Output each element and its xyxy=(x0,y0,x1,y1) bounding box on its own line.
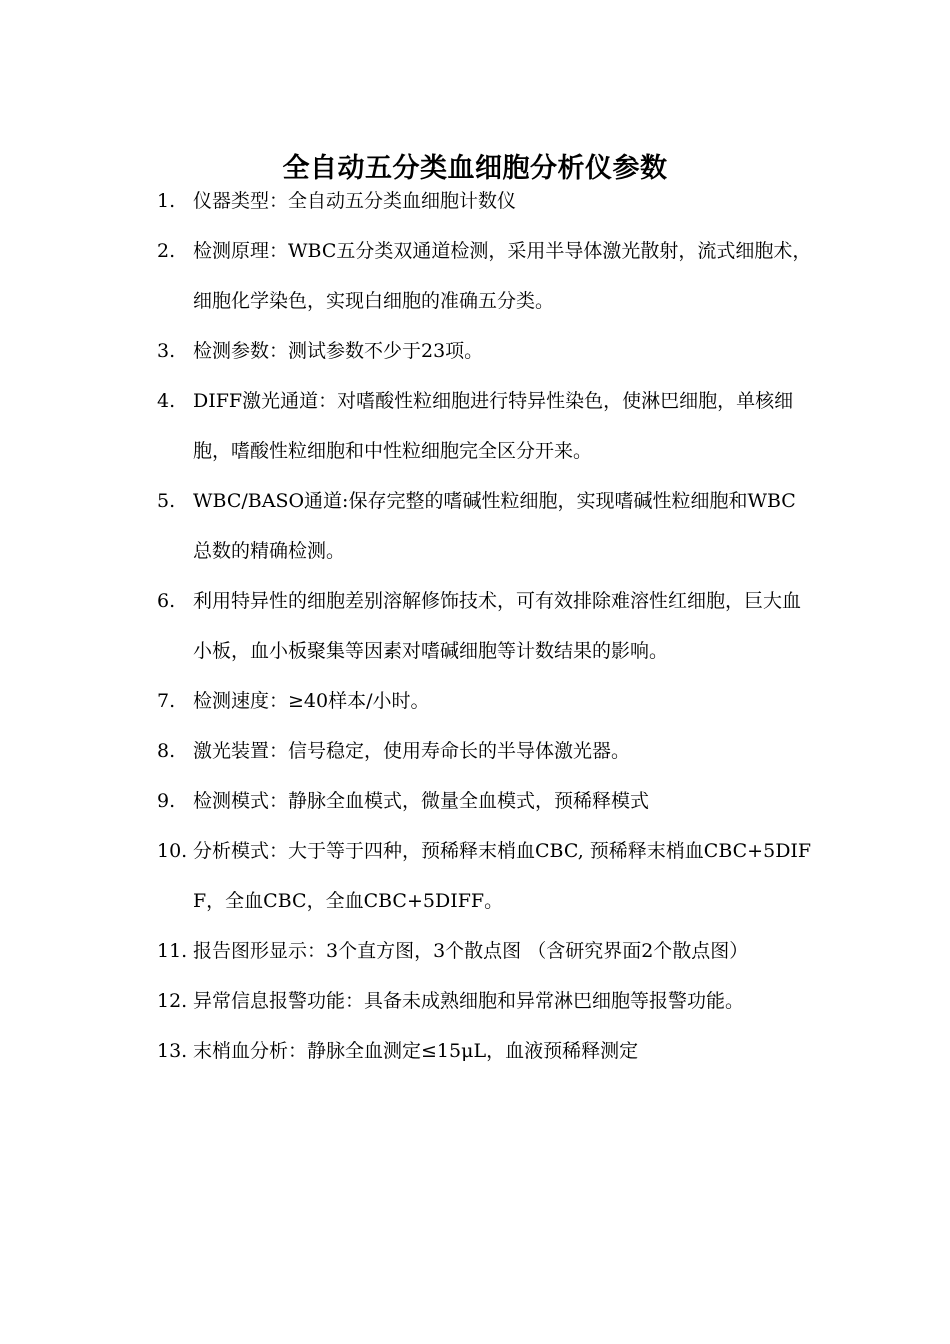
item-text: 检测速度：≥40样本/小时。 xyxy=(193,690,430,712)
item-text: 检测参数：测试参数不少于23项。 xyxy=(193,340,484,362)
list-item xyxy=(157,776,837,826)
list-item xyxy=(157,326,837,376)
item-text: 利用特异性的细胞差别溶解修饰技术，可有效排除难溶性红细胞，巨大血小板，血小板聚集等因素对嗜碱细胞等计数结果的影响。 xyxy=(193,590,802,662)
item-number: 9. xyxy=(157,790,176,812)
list-item xyxy=(157,376,837,476)
item-text: 激光装置：信号稳定，使用寿命长的半导体激光器。 xyxy=(193,740,631,762)
list-item xyxy=(157,576,837,676)
item-number: 1. xyxy=(157,190,176,212)
item-number: 11. xyxy=(157,940,188,962)
list-item xyxy=(157,476,837,576)
item-text: 检测原理：WBC五分类双通道检测，采用半导体激光散射，流式细胞术，细胞化学染色，实现白细胞的准确五分类。 xyxy=(193,240,812,312)
list-item xyxy=(157,926,837,976)
item-text: 分析模式：大于等于四种，预稀释末梢血CBC, 预稀释末梢血CBC+5DIFF，全血CBC，全血CBC+5DIFF。 xyxy=(193,840,812,912)
item-number: 5. xyxy=(157,490,176,512)
item-text: 末梢血分析：静脉全血测定≤15μL，血液预稀释测定 xyxy=(193,1040,639,1062)
item-number: 2. xyxy=(157,240,176,262)
item-text: 报告图形显示：3个直方图，3个散点图 （含研究界面2个散点图） xyxy=(193,940,749,962)
item-number: 8. xyxy=(157,740,176,762)
document-title: 全自动五分类血细胞分析仪参数 xyxy=(282,153,668,185)
item-text: DIFF激光通道：对嗜酸性粒细胞进行特异性染色，使淋巴细胞，单核细胞，嗜酸性粒细胞和中性粒细胞完全区分开来。 xyxy=(193,390,794,462)
parameter-list xyxy=(157,176,837,1076)
item-number: 12. xyxy=(157,990,188,1012)
item-text: 异常信息报警功能：具备未成熟细胞和异常淋巴细胞等报警功能。 xyxy=(193,990,745,1012)
list-item xyxy=(157,976,837,1026)
list-item xyxy=(157,826,837,926)
item-number: 3. xyxy=(157,340,176,362)
item-text: 仪器类型：全自动五分类血细胞计数仪 xyxy=(193,190,517,212)
list-item xyxy=(157,1026,837,1076)
item-number: 6. xyxy=(157,590,176,612)
list-item xyxy=(157,226,837,326)
list-item xyxy=(157,676,837,726)
list-item xyxy=(157,176,837,226)
item-text: 检测模式：静脉全血模式，微量全血模式，预稀释模式 xyxy=(193,790,650,812)
item-number: 13. xyxy=(157,1040,188,1062)
list-item xyxy=(157,726,837,776)
item-number: 4. xyxy=(157,390,176,412)
item-number: 10. xyxy=(157,840,188,862)
item-number: 7. xyxy=(157,690,176,712)
item-text: WBC/BASO通道:保存完整的嗜碱性粒细胞，实现嗜碱性粒细胞和WBC总数的精确检测。 xyxy=(193,490,796,562)
